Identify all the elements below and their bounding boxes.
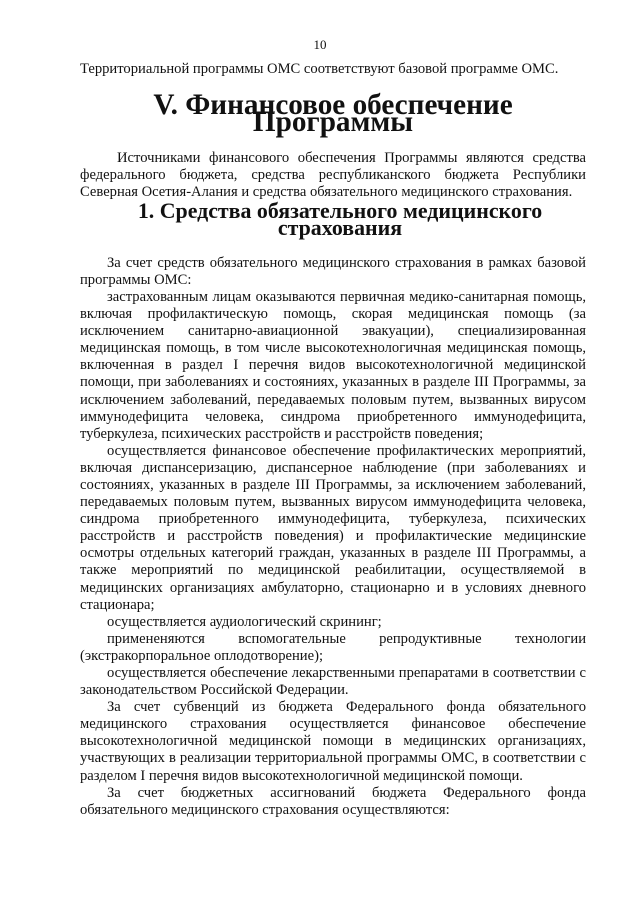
section-heading: V. Финансовое обеспечение Программы [153, 89, 513, 139]
sources-paragraph: Источниками финансового обеспечения Программы являются средства федерального бюджета, средства республиканского бюджета Республики Северная Осетия-Алания и средства обязательного медицинского страхования. [80, 150, 586, 201]
document-body [80, 61, 586, 819]
subsection-heading: 1. Средства обязательного медицинского страхования [137, 197, 543, 240]
paragraph: осуществляется обеспечение лекарственными препаратами в соответствии с законодательством Российской Федерации. [80, 665, 586, 699]
paragraph: За счет средств обязательного медицинского страхования в рамках базовой программы ОМС: [80, 254, 586, 288]
paragraph: осуществляется финансовое обеспечение профилактических мероприятий, включая диспансеризацию, диспансерное наблюдение (при заболеваниях и состояниях, указанных в разделе III Программы, за исключением заболеваний, передаваемых половым путем, вызванных вирусом иммунодефицита человека, синдрома приобретенного иммунодефицита, туберкулеза, психических расстройств и расстройств поведения) и профилактические медицинские осмотры отдельных категорий граждан, указанных в разделе III Программы, а также мероприятий по медицинской реабилитации, осуществляемой в медицинских организациях амбулаторно, стационарно и в условиях дневного стационара; [80, 442, 586, 613]
page-number: 10 [313, 37, 327, 52]
paragraph: осуществляется аудиологический скрининг; [107, 613, 382, 630]
intro-line: Территориальной программы ОМС соответствуют базовой программе ОМС. [80, 61, 559, 77]
paragraph: примененяются вспомогательные репродуктивные технологии (экстракорпоральное оплодотворение); [80, 630, 586, 664]
paragraph: застрахованным лицам оказываются первичная медико-санитарная помощь, включая профилактическую помощь, скорая медицинская помощь (за исключением санитарно-авиационной эвакуации), специализированная медицинская помощь, в том числе высокотехнологичная медицинская помощь, включенная в раздел I перечня видов высокотехнологичной медицинской помощи, при заболеваниях и состояниях, указанных в разделе III Программы, за исключением заболеваний, передаваемых половым путем, вызванных вирусом иммунодефицита человека, синдрома приобретенного иммунодефицита, туберкулеза, психических расстройств и расстройств поведения; [80, 288, 586, 442]
paragraph: За счет субвенций из бюджета Федерального фонда обязательного медицинского страхования осуществляется финансовое обеспечение высокотехнологичной медицинской помощи в медицинских организациях, участвующих в реализации территориальной программы ОМС, в соответствии с разделом I перечня видов высокотехнологичной медицинской помощи. [80, 699, 586, 784]
paragraph: За счет бюджетных ассигнований бюджета Федерального фонда обязательного медицинского страхования осуществляются: [80, 784, 586, 818]
